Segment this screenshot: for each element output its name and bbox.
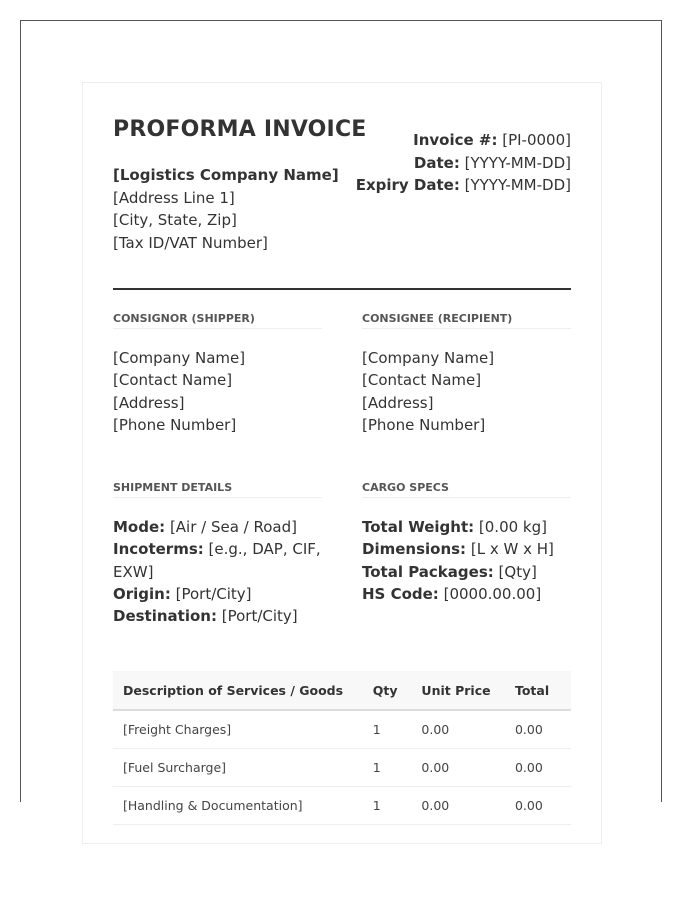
invoice-number [356,129,571,152]
cargo-specs-heading: CARGO SPECS [362,481,571,498]
company-address-line: [Address Line 1] [113,188,235,207]
column-header-unit-price: Unit Price [411,671,505,710]
invoice-number-label: Invoice #: [413,131,498,149]
company-tax-id: [Tax ID/VAT Number] [113,233,268,252]
shipment-destination-value: [Port/City] [221,607,298,626]
shipment-details-heading: SHIPMENT DETAILS [113,481,322,498]
consignee-heading: CONSIGNEE (RECIPIENT) [362,312,571,329]
shipment-destination [113,605,322,627]
invoice-number-value: [PI-0000] [502,131,571,149]
shipment-details [113,516,322,627]
consignee-section [362,312,571,436]
cargo-specs-section [362,481,571,605]
cargo-total-packages-label: Total Packages: [362,562,494,581]
item-description: [Freight Charges] [113,710,363,749]
item-unit-price: 0.00 [411,710,505,749]
cargo-total-packages [362,561,571,583]
item-unit-price: 0.00 [411,749,505,787]
invoice-expiry-date-label: Expiry Date: [355,176,460,194]
consignor-phone: [Phone Number] [113,415,237,434]
cargo-hs-code [362,583,571,605]
shipment-incoterms-label: Incoterms: [113,540,204,559]
table-row [113,710,571,749]
invoice-date-value: [YYYY-MM-DD] [464,153,571,172]
shipment-mode-label: Mode: [113,518,166,536]
shipment-origin [113,583,322,605]
shipment-origin-label: Origin: [113,584,171,603]
consignor-contact: [Contact Name] [113,371,233,390]
company-block [113,164,339,254]
column-header-qty: Qty [363,671,412,710]
shipment-details-section [113,481,322,627]
invoice-date [356,152,571,175]
cargo-total-packages-value: [Qty] [498,562,537,581]
cargo-total-weight-value: [0.00 kg] [478,518,547,536]
item-total: 0.00 [505,787,571,825]
company-name: [Logistics Company Name] [113,166,339,184]
shipment-incoterms-value: [e.g., DAP, CIF, EXW] [113,540,321,581]
item-total: 0.00 [505,710,571,749]
cargo-dimensions [362,538,571,560]
header-divider [113,288,571,290]
shipment-mode-value: [Air / Sea / Road] [169,518,297,536]
shipment-origin-value: [Port/City] [175,584,252,603]
shipment-incoterms [113,538,322,583]
cargo-hs-code-label: HS Code: [362,584,439,603]
consignor-section [113,312,322,436]
item-qty: 1 [363,749,412,787]
invoice-title: PROFORMA INVOICE [113,117,367,142]
invoice-meta [356,129,571,197]
consignee-company: [Company Name] [362,349,495,367]
item-unit-price: 0.00 [411,787,505,825]
item-description: [Fuel Surcharge] [113,749,363,787]
consignor-company: [Company Name] [113,349,246,367]
consignor-address: [Address] [113,393,185,412]
cargo-total-weight [362,516,571,538]
consignee-address: [Address] [362,393,434,412]
shipment-mode [113,516,322,538]
items-table [113,671,571,825]
invoice-date-label: Date: [413,153,460,172]
company-city-state-zip: [City, State, Zip] [113,211,237,229]
table-row [113,787,571,825]
item-qty: 1 [363,787,412,825]
cargo-dimensions-value: [L x W x H] [470,540,554,559]
consignee-contact: [Contact Name] [362,371,482,390]
column-header-description: Description of Services / Goods [113,671,363,710]
cargo-specs [362,516,571,605]
item-qty: 1 [363,710,412,749]
cargo-hs-code-value: [0000.00.00] [443,584,542,603]
invoice-expiry-date-value: [YYYY-MM-DD] [464,176,571,194]
document-viewport [20,20,662,813]
items-table-header-row [113,671,571,710]
table-row [113,749,571,787]
cargo-dimensions-label: Dimensions: [362,540,467,559]
consignee-details [362,347,571,436]
consignor-details [113,347,322,436]
invoice-sheet [82,82,602,844]
item-description: [Handling & Documentation] [113,787,363,825]
shipment-destination-label: Destination: [113,607,217,626]
column-header-total: Total [505,671,571,710]
item-total: 0.00 [505,749,571,787]
cargo-total-weight-label: Total Weight: [362,518,475,536]
consignor-heading: CONSIGNOR (SHIPPER) [113,312,322,329]
invoice-expiry-date [356,174,571,197]
consignee-phone: [Phone Number] [362,415,486,434]
